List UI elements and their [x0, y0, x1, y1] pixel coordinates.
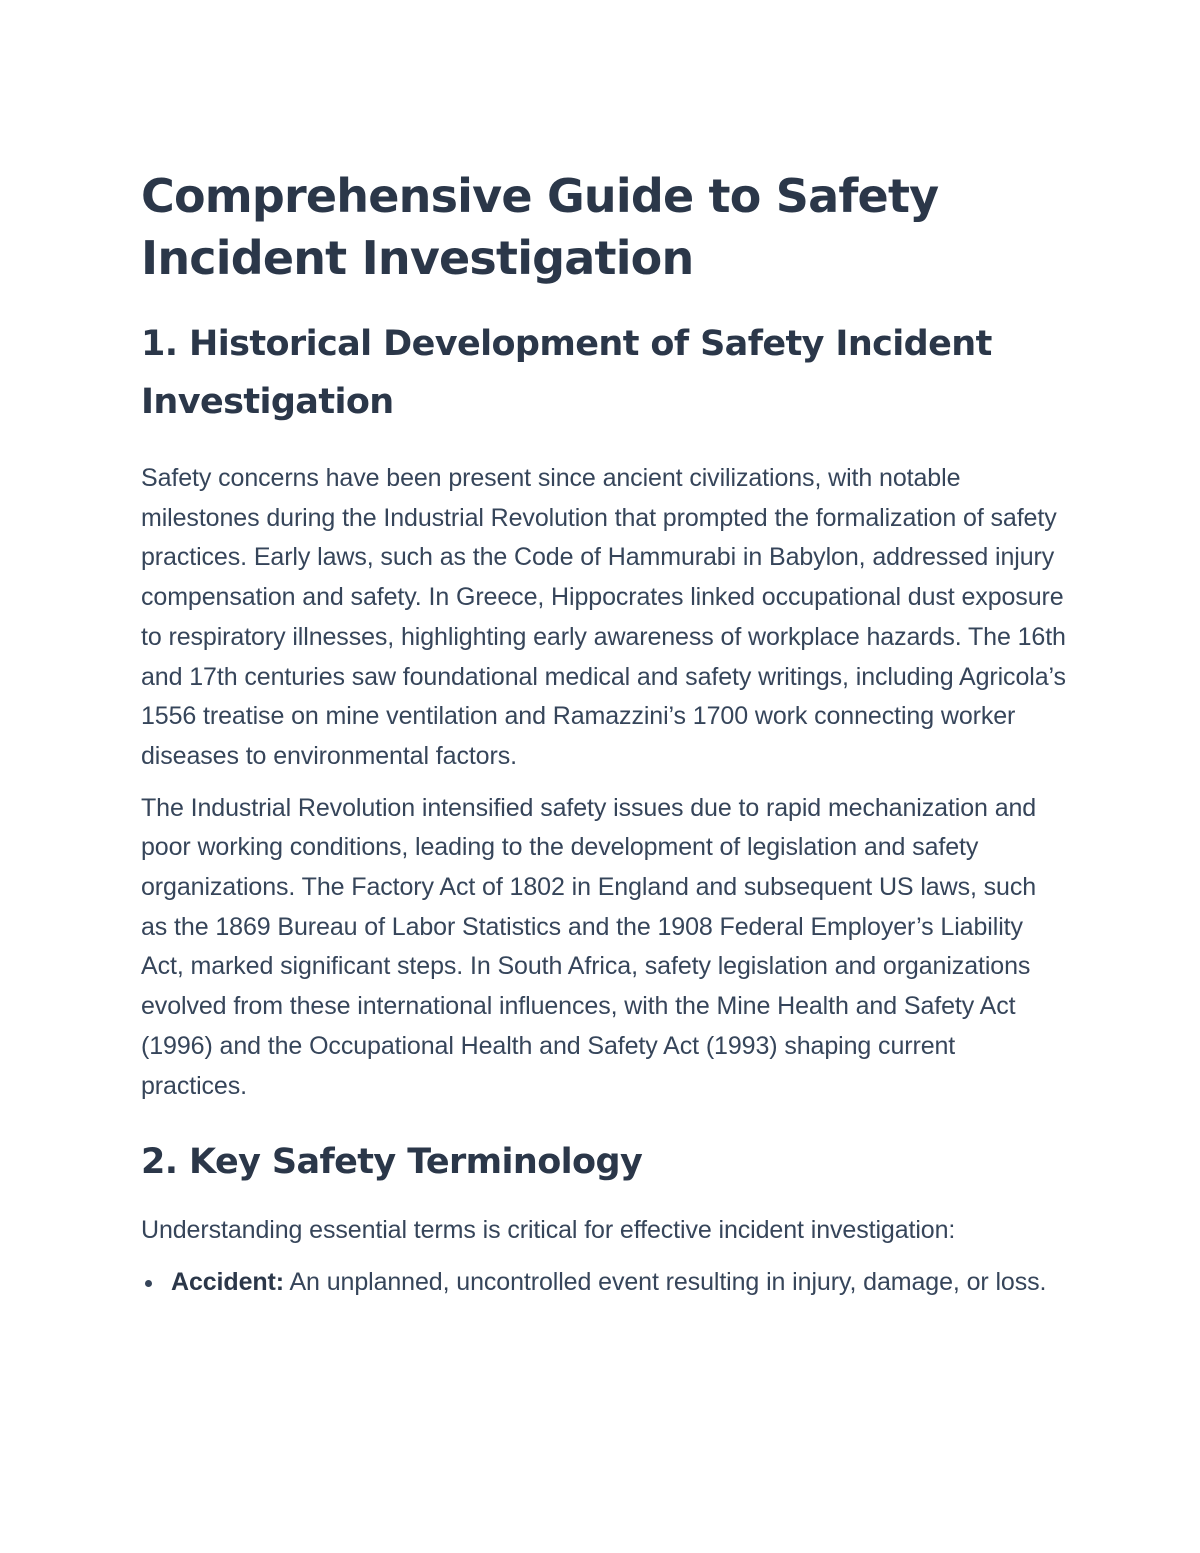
- section-heading-history: 1. Historical Development of Safety Incident Investigation: [141, 324, 992, 422]
- bullet-icon: [145, 1280, 152, 1287]
- term-label: Accident:: [171, 1267, 285, 1296]
- terminology-list: [141, 1263, 1066, 1303]
- history-paragraph-1: Safety concerns have been present since ancient civilizations, with notable milestones during the Industrial Revolution that prompted the formalization of safety practices. Early laws, such as the Code of Hammurabi in Babylon, addressed injury compensation and safety. In Greece, Hippocrates linked occupational dust exposure to respiratory illnesses, highlighting early awareness of workplace hazards. The 16th and 17th centuries saw foundational medical and safety writings, including Agricola’s 1556 treatise on mine ventilation and Ramazzini’s 1700 work connecting worker diseases to environmental factors.: [141, 464, 1066, 770]
- document-page: [141, 165, 1066, 1303]
- terminology-intro: Understanding essential terms is critical for effective incident investigation:: [141, 1216, 956, 1245]
- list-item: [141, 1263, 1066, 1303]
- history-paragraph-2: The Industrial Revolution intensified safety issues due to rapid mechanization and poor working conditions, leading to the development of legislation and safety organizations. The Factory Act of 1802 in England and subsequent US laws, such as the 1869 Bureau of Labor Statistics and the 1908 Federal Employer’s Liability Act, marked significant steps. In South Africa, safety legislation and organizations evolved from these international influences, with the Mine Health and Safety Act (1996) and the Occupational Health and Safety Act (1993) shaping current practices.: [141, 793, 1037, 1100]
- term-definition: An unplanned, uncontrolled event resulting in injury, damage, or loss.: [284, 1267, 1047, 1296]
- section-heading-terminology: 2. Key Safety Terminology: [141, 1142, 643, 1183]
- document-title: Comprehensive Guide to Safety Incident Investigation: [141, 169, 939, 285]
